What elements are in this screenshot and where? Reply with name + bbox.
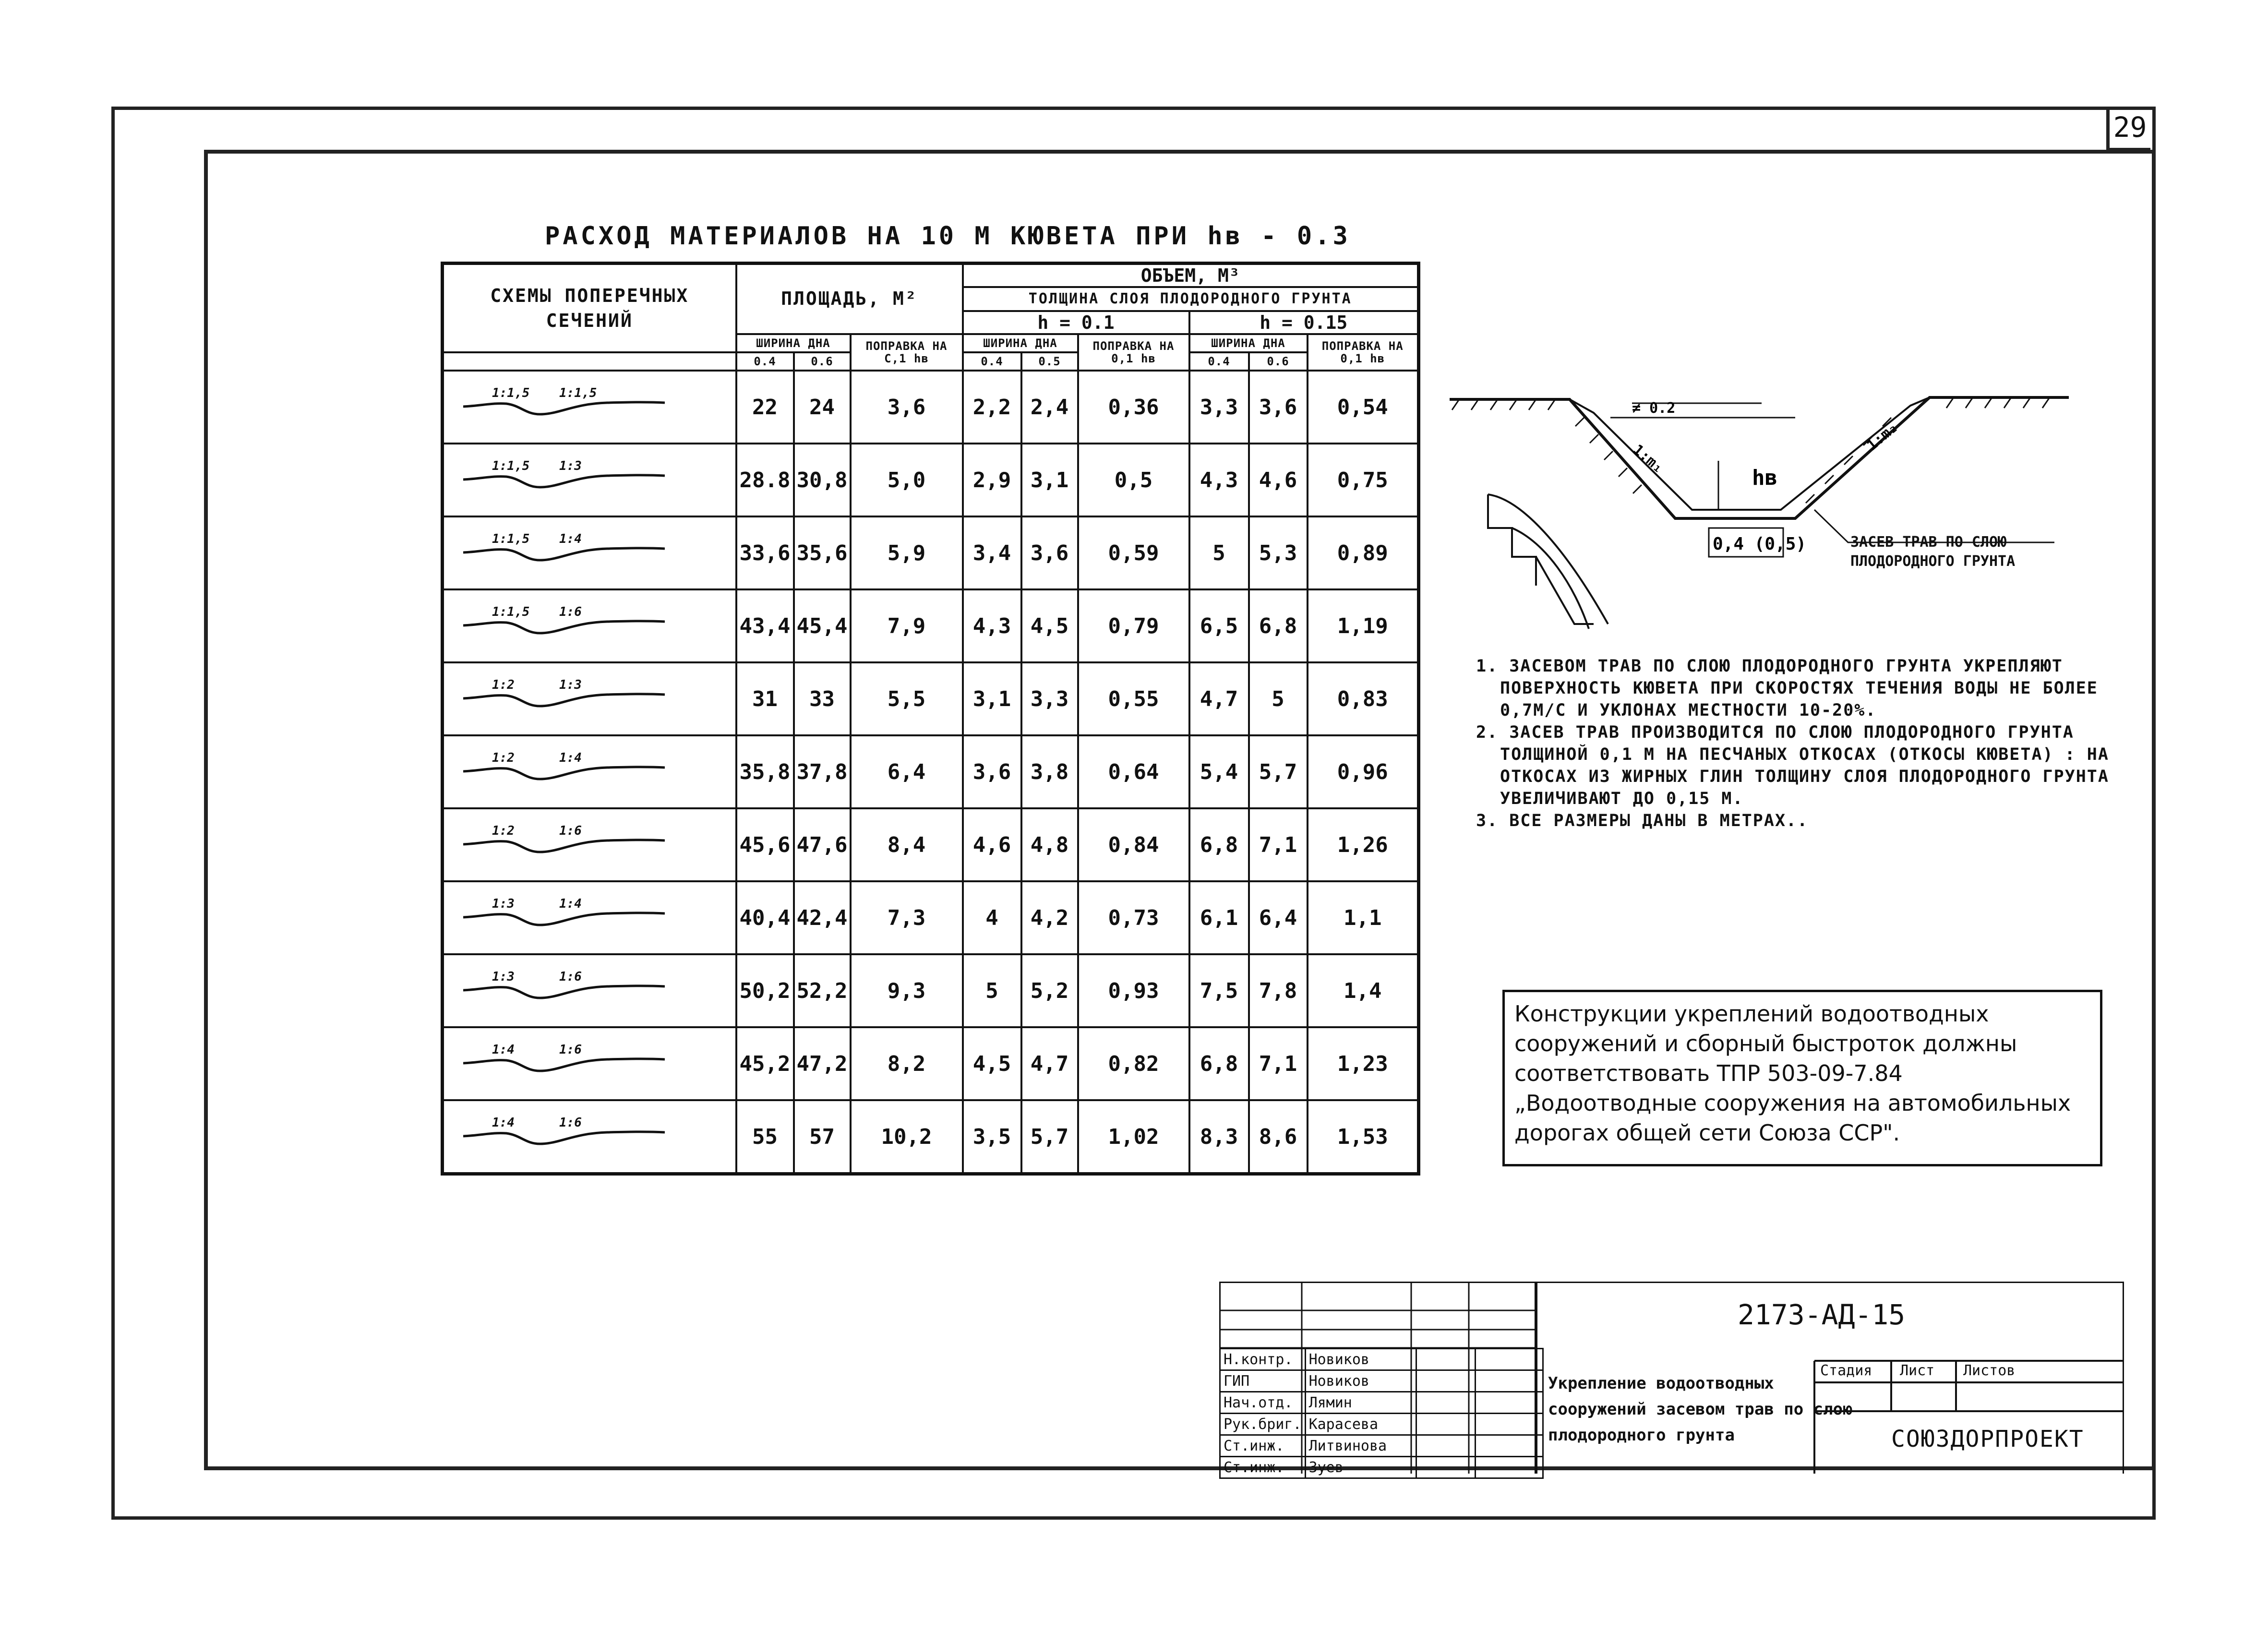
vol015-w04: 5,4 (1189, 735, 1249, 808)
note-1: 1. ЗАСЕВОМ ТРАВ ПО СЛОЮ ПЛОДОРОДНОГО ГРУНТА УКРЕПЛЯЮТ ПОВЕРХНОСТЬ КЮВЕТА ПРИ СКОРОСТЯХ ТЕЧЕНИЯ ВОДЫ НЕ БОЛЕЕ 0,7М/С И УКЛОНАХ МЕСТНОСТИ 10-20%. (1476, 657, 2098, 720)
vol015-w06: 5 (1249, 662, 1308, 735)
vol015-w04: 6,8 (1189, 808, 1249, 881)
area-w06: 47,6 (794, 808, 851, 881)
area-w06: 33 (794, 662, 851, 735)
vol01-correction: 0,5 (1078, 444, 1189, 516)
person-name: Литвинова (1305, 1435, 1416, 1457)
slope-right-label: 1:1,5 (559, 386, 597, 400)
area-w06: 37,8 (794, 735, 851, 808)
vol015-correction: 0,96 (1308, 735, 1419, 808)
notes (1476, 655, 2114, 832)
vol01-correction: 1,02 (1078, 1100, 1189, 1174)
table-row (443, 444, 1419, 516)
role: Ст.инж. (1220, 1435, 1306, 1457)
vol01-w04: 2,2 (963, 371, 1021, 444)
person-name: Зуев (1305, 1457, 1416, 1478)
area-w06: 45,4 (794, 589, 851, 662)
vol015-w06: 7,8 (1249, 954, 1308, 1027)
signature-row (1220, 1435, 1543, 1457)
vol015-correction: 1,1 (1308, 881, 1419, 954)
bottom-width-label: 0,4 (0,5) (1713, 534, 1807, 554)
area-w04: 40,4 (736, 881, 794, 954)
area-w04: 43,4 (736, 589, 794, 662)
date-cell (1475, 1457, 1543, 1478)
header-w05: 0.5 (1021, 352, 1078, 371)
slope-right-label: 1:4 (559, 532, 582, 546)
vol01-w05: 4,7 (1021, 1027, 1078, 1100)
organization: СОЮЗДОРПРОЕКТ (1891, 1426, 2084, 1452)
vol015-w04: 3,3 (1189, 371, 1249, 444)
header-w06: 0.6 (794, 352, 851, 371)
vol015-w06: 4,6 (1249, 444, 1308, 516)
signature-row (1220, 1457, 1543, 1478)
vol015-w06: 6,8 (1249, 589, 1308, 662)
scheme-cell (443, 954, 736, 1027)
page-number: 29 (2106, 107, 2150, 151)
vol01-correction: 0,59 (1078, 516, 1189, 589)
vol015-w06: 6,4 (1249, 881, 1308, 954)
header-correction: ПОПРАВКА НА 0,1 hв (1308, 334, 1419, 371)
table-row (443, 808, 1419, 881)
signature-row (1220, 1370, 1543, 1392)
slope-left-label: 1:2 (492, 751, 515, 765)
vol01-w04: 3,6 (963, 735, 1021, 808)
vol015-w04: 7,5 (1189, 954, 1249, 1027)
scheme-cell (443, 881, 736, 954)
slope-right-label: 1:3 (559, 459, 582, 473)
signature-row (1220, 1414, 1543, 1435)
scheme-cell (443, 735, 736, 808)
vol015-w04: 6,5 (1189, 589, 1249, 662)
table-row (443, 371, 1419, 444)
note-3: 3. ВСЕ РАЗМЕРЫ ДАНЫ В МЕТРАХ.. (1476, 811, 1809, 830)
slope-left-label: 1:4 (492, 1043, 515, 1057)
vol015-correction: 1,19 (1308, 589, 1419, 662)
signatures-table (1219, 1348, 1544, 1479)
header-correction: ПОПРАВКА НА С,1 hв (851, 334, 963, 371)
vol01-w05: 5,2 (1021, 954, 1078, 1027)
table-row (443, 662, 1419, 735)
vol015-w04: 6,1 (1189, 881, 1249, 954)
sheet-label: Лист (1900, 1362, 1935, 1379)
header-h2: h = 0.15 (1189, 311, 1419, 334)
slope-m2-label: 1:m₂ (1863, 419, 1901, 455)
vol01-w05: 4,8 (1021, 808, 1078, 881)
vol015-correction: 1,4 (1308, 954, 1419, 1027)
sheets-label: Листов (1963, 1362, 2016, 1379)
area-w06: 47,2 (794, 1027, 851, 1100)
header-bottom-width: ШИРИНА ДНА (963, 334, 1078, 352)
slope-left-label: 1:2 (492, 824, 515, 838)
area-w04: 31 (736, 662, 794, 735)
vol01-w04: 4,5 (963, 1027, 1021, 1100)
area-correction: 5,5 (851, 662, 963, 735)
area-correction: 7,9 (851, 589, 963, 662)
header-w06: 0.6 (1249, 352, 1308, 371)
vol01-w05: 3,6 (1021, 516, 1078, 589)
slope-right-label: 1:3 (559, 678, 582, 692)
area-w04: 22 (736, 371, 794, 444)
vol015-w04: 5 (1189, 516, 1249, 589)
slope-left-label: 1:1,5 (492, 532, 530, 546)
vol015-w04: 6,8 (1189, 1027, 1249, 1100)
vol01-w05: 5,7 (1021, 1100, 1078, 1174)
table-row (443, 881, 1419, 954)
note-2: 2. ЗАСЕВ ТРАВ ПРОИЗВОДИТСЯ ПО СЛОЮ ПЛОДОРОДНОГО ГРУНТА ТОЛЩИНОЙ 0,1 М НА ПЕСЧАНЫХ ОТКОСАХ (ОТКОСЫ КЮВЕТА) : НА ОТКОСАХ ИЗ ЖИРНЫХ ГЛИН ТОЛЩИНУ СЛОЯ ПЛОДОРОДНОГО ГРУНТА УВЕЛИЧИВАЮТ ДО 0,15 М. (1476, 723, 2109, 808)
slope-left-label: 1:1,5 (492, 459, 530, 473)
table-title: РАСХОД МАТЕРИАЛОВ НА 10 М КЮВЕТА ПРИ hв - 0.3 (545, 222, 1351, 251)
vol015-correction: 0,83 (1308, 662, 1419, 735)
area-w06: 24 (794, 371, 851, 444)
area-w06: 35,6 (794, 516, 851, 589)
vol01-w05: 3,8 (1021, 735, 1078, 808)
vol01-correction: 0,93 (1078, 954, 1189, 1027)
vol015-correction: 1,26 (1308, 808, 1419, 881)
table-row (443, 516, 1419, 589)
signature-cell (1416, 1370, 1475, 1392)
area-w06: 30,8 (794, 444, 851, 516)
drawing-code: 2173-АД-15 (1738, 1298, 1906, 1331)
scheme-cell (443, 371, 736, 444)
vol015-w06: 7,1 (1249, 1027, 1308, 1100)
vol01-w04: 4 (963, 881, 1021, 954)
area-w06: 42,4 (794, 881, 851, 954)
vol01-correction: 0,79 (1078, 589, 1189, 662)
role: Рук.бриг. (1220, 1414, 1306, 1435)
date-cell (1475, 1414, 1543, 1435)
vol01-correction: 0,55 (1078, 662, 1189, 735)
area-correction: 5,9 (851, 516, 963, 589)
date-cell (1475, 1392, 1543, 1414)
header-w04: 0.4 (736, 352, 794, 371)
vol01-w04: 3,5 (963, 1100, 1021, 1174)
header-w04: 0.4 (1189, 352, 1249, 371)
area-w04: 28.8 (736, 444, 794, 516)
slope-right-label: 1:6 (559, 824, 582, 838)
area-correction: 5,0 (851, 444, 963, 516)
vol015-w06: 5,3 (1249, 516, 1308, 589)
header-w04: 0.4 (963, 352, 1021, 371)
date-cell (1475, 1370, 1543, 1392)
table-row (443, 954, 1419, 1027)
vol01-w05: 4,5 (1021, 589, 1078, 662)
slope-left-label: 1:1,5 (492, 386, 530, 400)
vol01-w05: 3,1 (1021, 444, 1078, 516)
area-correction: 6,4 (851, 735, 963, 808)
vol01-w04: 4,3 (963, 589, 1021, 662)
area-correction: 10,2 (851, 1100, 963, 1174)
person-name: Новиков (1305, 1349, 1416, 1370)
signature-cell (1416, 1414, 1475, 1435)
scheme-cell (443, 1027, 736, 1100)
scheme-cell (443, 808, 736, 881)
vol015-w04: 4,7 (1189, 662, 1249, 735)
depth-hb-label: hв (1752, 466, 1777, 490)
role: Нач.отд. (1220, 1392, 1306, 1414)
slope-right-label: 1:6 (559, 970, 582, 984)
scheme-cell (443, 1100, 736, 1174)
vol015-w04: 4,3 (1189, 444, 1249, 516)
slope-right-label: 1:6 (559, 605, 582, 619)
signature-row (1220, 1349, 1543, 1370)
person-name: Новиков (1305, 1370, 1416, 1392)
area-correction: 9,3 (851, 954, 963, 1027)
table-row (443, 735, 1419, 808)
header-schemes: СХЕМЫ ПОПЕРЕЧНЫХ СЕЧЕНИЙ (443, 264, 736, 353)
vol015-w06: 7,1 (1249, 808, 1308, 881)
area-w04: 45,6 (736, 808, 794, 881)
scheme-cell (443, 444, 736, 516)
vol01-w04: 3,4 (963, 516, 1021, 589)
role: Ст.инж. (1220, 1457, 1306, 1478)
date-cell (1475, 1349, 1543, 1370)
slope-left-label: 1:3 (492, 897, 515, 911)
vol01-w05: 4,2 (1021, 881, 1078, 954)
area-correction: 8,4 (851, 808, 963, 881)
slope-left-label: 1:3 (492, 970, 515, 984)
ditch-cross-section (1450, 384, 2102, 653)
area-w04: 33,6 (736, 516, 794, 589)
signature-cell (1416, 1435, 1475, 1457)
vol015-correction: 0,75 (1308, 444, 1419, 516)
role: ГИП (1220, 1370, 1306, 1392)
header-h1: h = 0.1 (963, 311, 1189, 334)
area-w06: 52,2 (794, 954, 851, 1027)
vol015-w06: 5,7 (1249, 735, 1308, 808)
table-row (443, 589, 1419, 662)
vol015-correction: 1,23 (1308, 1027, 1419, 1100)
vol01-correction: 0,84 (1078, 808, 1189, 881)
area-w04: 50,2 (736, 954, 794, 1027)
drawing-title: Укрепление водоотводных сооружений засевом трав по слою плодородного грунта (1548, 1374, 1853, 1445)
scheme-cell (443, 589, 736, 662)
vol01-correction: 0,82 (1078, 1027, 1189, 1100)
person-name: Карасева (1305, 1414, 1416, 1435)
table-row (443, 1100, 1419, 1174)
header-volume: ОБЪЕМ, М³ (963, 264, 1419, 288)
person-name: Лямин (1305, 1392, 1416, 1414)
vol015-correction: 0,54 (1308, 371, 1419, 444)
header-area: ПЛОЩАДЬ, М² (736, 264, 963, 335)
materials-table (441, 262, 1420, 1176)
header-layer: ТОЛЩИНА СЛОЯ ПЛОДОРОДНОГО ГРУНТА (963, 287, 1419, 311)
area-correction: 8,2 (851, 1027, 963, 1100)
role: Н.контр. (1220, 1349, 1306, 1370)
vol01-w05: 3,3 (1021, 662, 1078, 735)
slope-right-label: 1:6 (559, 1116, 582, 1130)
area-correction: 3,6 (851, 371, 963, 444)
vol01-correction: 0,73 (1078, 881, 1189, 954)
area-w04: 35,8 (736, 735, 794, 808)
vol015-w06: 3,6 (1249, 371, 1308, 444)
signature-cell (1416, 1349, 1475, 1370)
vol01-w04: 5 (963, 954, 1021, 1027)
vol01-w05: 2,4 (1021, 371, 1078, 444)
header-bottom-width: ШИРИНА ДНА (736, 334, 851, 352)
area-w04: 55 (736, 1100, 794, 1174)
slope-left-label: 1:1,5 (492, 605, 530, 619)
vol015-correction: 0,89 (1308, 516, 1419, 589)
signature-row (1220, 1392, 1543, 1414)
dim-02-label: ≠ 0.2 (1632, 400, 1676, 417)
area-w04: 45,2 (736, 1027, 794, 1100)
vol015-correction: 1,53 (1308, 1100, 1419, 1174)
signature-cell (1416, 1392, 1475, 1414)
slope-left-label: 1:2 (492, 678, 515, 692)
slope-right-label: 1:4 (559, 897, 582, 911)
stage-label: Стадия (1820, 1362, 1872, 1379)
vol01-correction: 0,64 (1078, 735, 1189, 808)
scheme-cell (443, 662, 736, 735)
vol01-correction: 0,36 (1078, 371, 1189, 444)
vol015-w06: 8,6 (1249, 1100, 1308, 1174)
scheme-cell (443, 516, 736, 589)
area-w06: 57 (794, 1100, 851, 1174)
vol015-w04: 8,3 (1189, 1100, 1249, 1174)
slope-m1-label: 1:m₁ (1629, 441, 1667, 477)
signature-cell (1416, 1457, 1475, 1478)
vol01-w04: 2,9 (963, 444, 1021, 516)
date-cell (1475, 1435, 1543, 1457)
area-correction: 7,3 (851, 881, 963, 954)
vol01-w04: 4,6 (963, 808, 1021, 881)
slope-left-label: 1:4 (492, 1116, 515, 1130)
header-correction: ПОПРАВКА НА 0,1 hв (1078, 334, 1189, 371)
slope-right-label: 1:4 (559, 751, 582, 765)
seeding-label: ЗАСЕВ ТРАВ ПО СЛОЮ ПЛОДОРОДНОГО ГРУНТА (1850, 534, 2016, 570)
slope-right-label: 1:6 (559, 1043, 582, 1057)
table-row (443, 1027, 1419, 1100)
vol01-w04: 3,1 (963, 662, 1021, 735)
boxed-note: Конструкции укреплений водоотводных сооружений и сборный быстроток должны соответствовать ТПР 503-09-7.84 „Водоотводные сооружения на автомобильных дорогах общей сети Союза ССР". (1502, 990, 2102, 1166)
header-bottom-width: ШИРИНА ДНА (1189, 334, 1308, 352)
